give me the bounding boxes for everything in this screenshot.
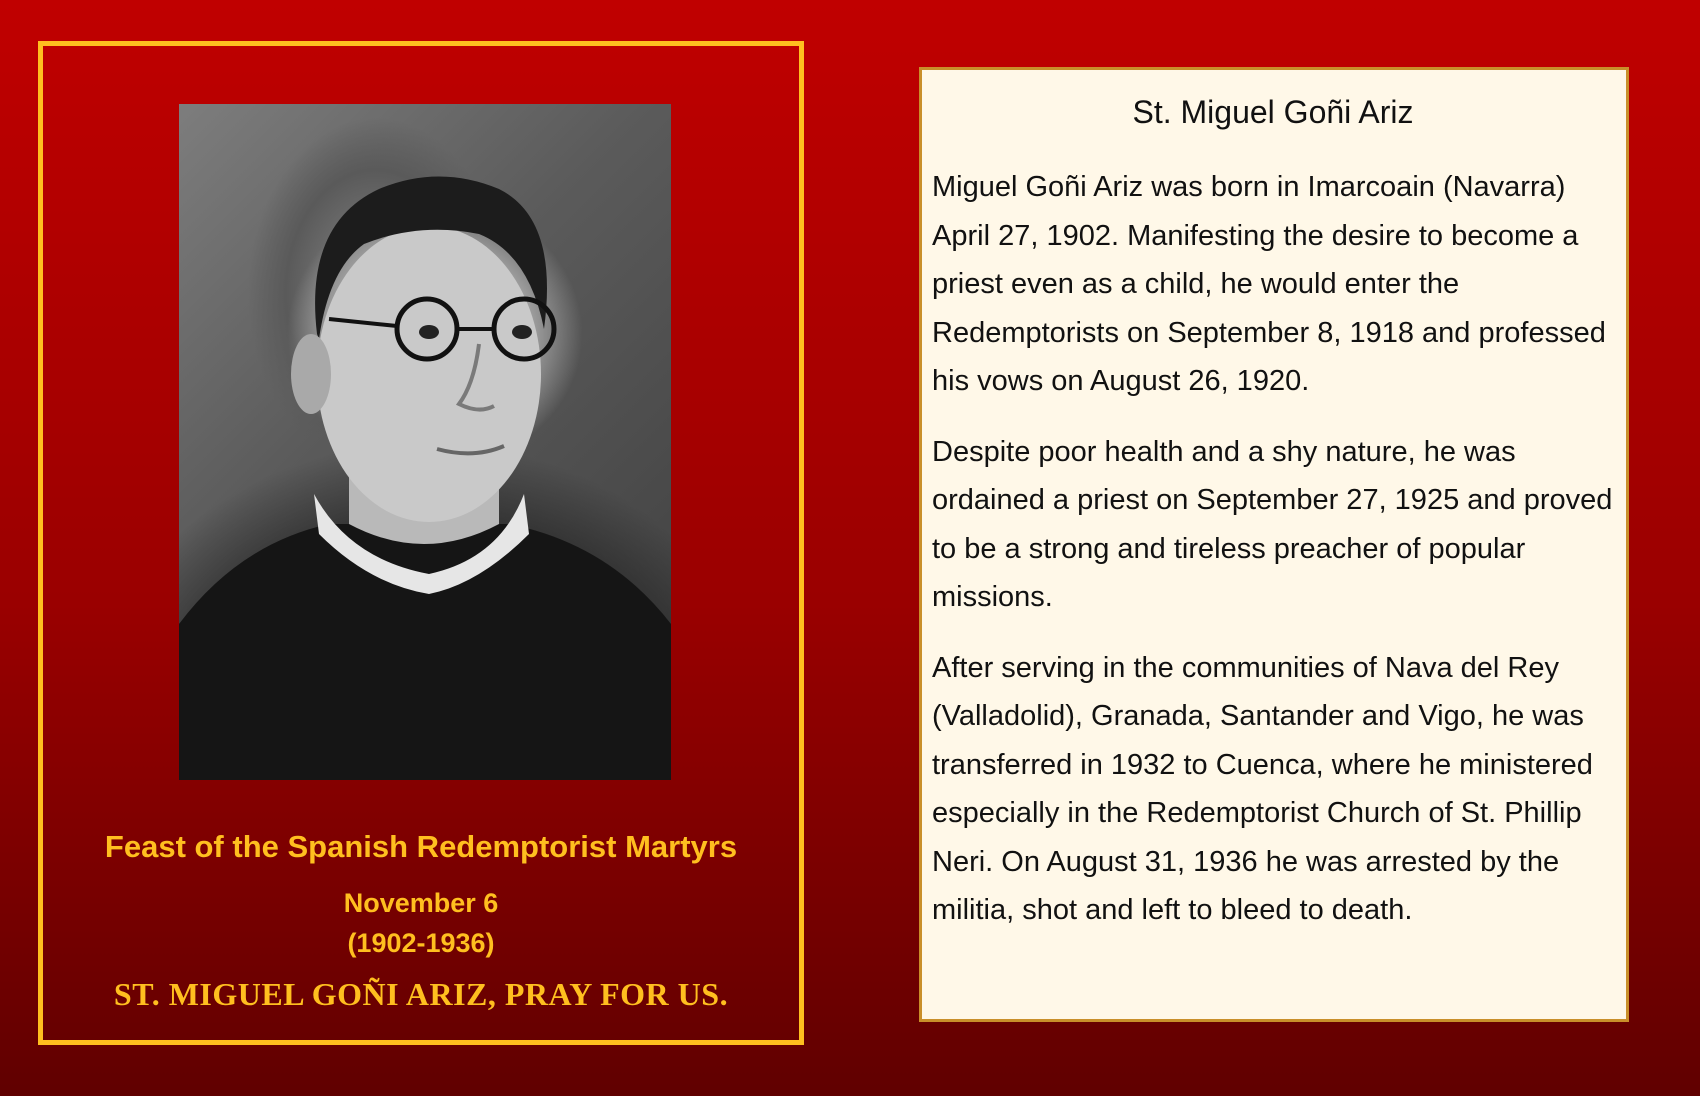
life-years: (1902-1936) [347,928,495,958]
biography-paragraph: Miguel Goñi Ariz was born in Imarcoain (Navarra) April 27, 1902. Manifesting the desire to become a priest even as a child, he would enter the Redemptorists on September 8, 1918 and professed his vows on August 26, 1920. [932,171,1606,397]
portrait-photo [179,104,671,780]
biography-title: St. Miguel Goñi Ariz [1132,94,1414,130]
biography-paragraph: After serving in the communities of Nava del Rey (Valladolid), Granada, Santander and Vigo, he was transferred in 1932 to Cuenca, where he ministered especially in the Redemptorist Church of St. Phillip Neri. On August 31, 1936 he was arrested by the militia, shot and left to bleed to death. [932,651,1593,926]
feast-card [38,41,804,1045]
biography-paragraph: Despite poor health and a shy nature, he was ordained a priest on September 27, 1925 and proved to be a strong and tireless preacher of popular missions. [932,435,1613,613]
feast-date: November 6 [343,888,499,918]
feast-title: Feast of the Spanish Redemptorist Martyrs [104,829,738,864]
biography-panel [919,67,1629,1022]
portrait-illustration [179,104,671,780]
prayer-line: ST. MIGUEL GOÑI ARIZ, PRAY FOR US. [113,976,729,1012]
